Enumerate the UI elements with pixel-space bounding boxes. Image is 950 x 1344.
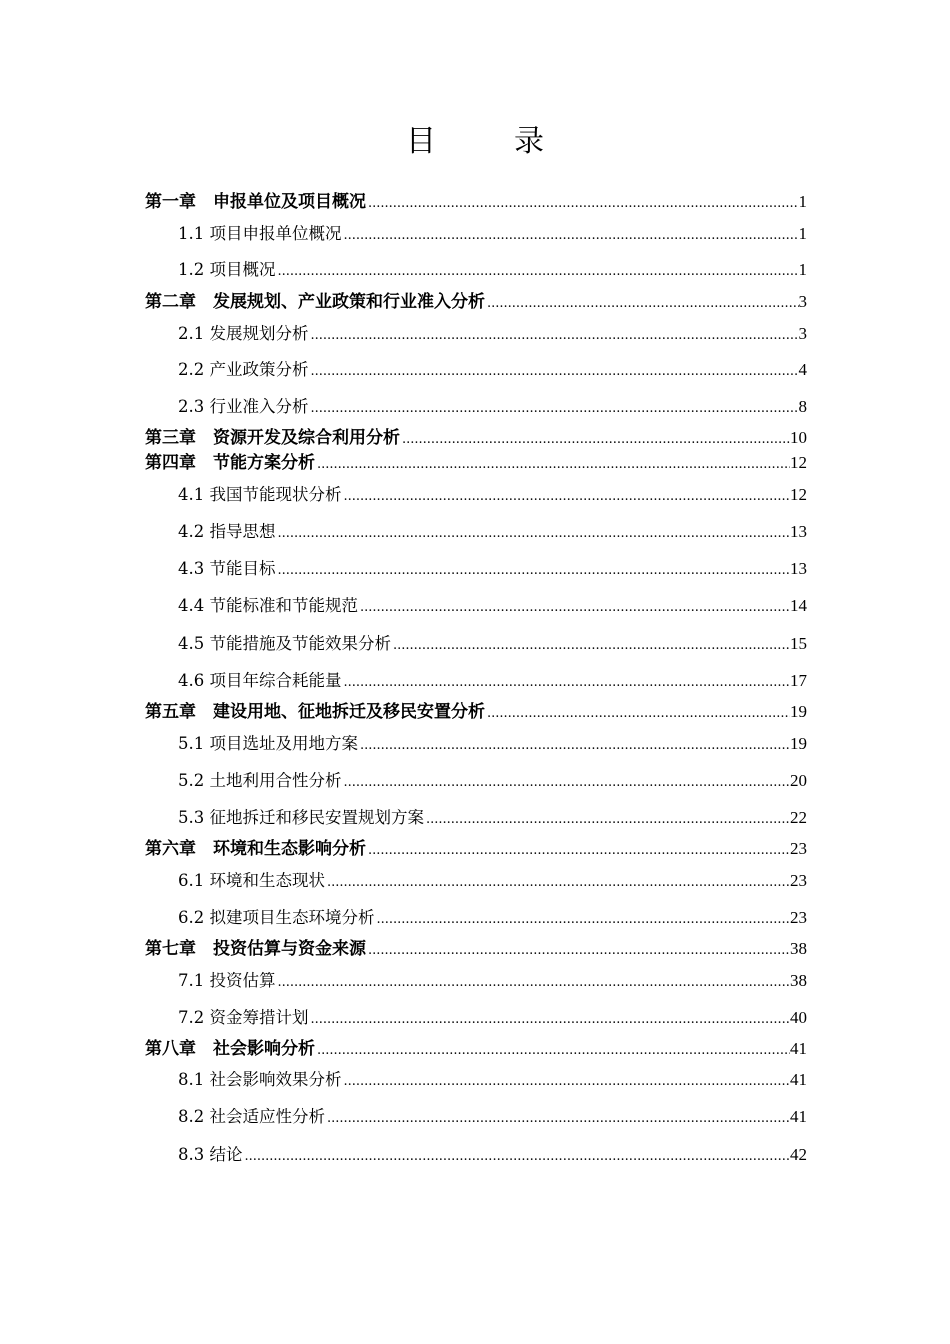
toc-entry-label: 8.3 结论: [178, 1145, 243, 1164]
toc-section-entry[interactable]: [178, 906, 807, 930]
toc-entry-label: 5.3 征地拆迁和移民安置规划方案: [178, 808, 424, 827]
dot-leader: [424, 808, 790, 832]
toc-page-number: 14: [790, 596, 807, 615]
toc-page-number: 13: [790, 559, 807, 578]
dot-leader: [309, 324, 799, 348]
toc-page-number: 41: [790, 1070, 807, 1089]
dot-leader: [485, 702, 790, 726]
toc-page-number: 22: [790, 808, 807, 827]
dot-leader: [342, 1070, 791, 1094]
dot-leader: [315, 453, 790, 477]
toc-page-number: 13: [790, 522, 807, 541]
toc-section-entry[interactable]: [178, 632, 807, 656]
toc-entry-label: 4.3 节能目标: [178, 559, 276, 578]
dot-leader: [276, 559, 791, 583]
toc-section-entry[interactable]: [178, 1105, 807, 1129]
dot-leader: [309, 397, 799, 421]
toc-entry-label: 第二章 发展规划、产业政策和行业准入分析: [145, 292, 485, 312]
toc-entry-label: 第八章 社会影响分析: [145, 1039, 315, 1059]
toc-chapter-entry[interactable]: [145, 700, 807, 724]
toc-page-number: 3: [798, 292, 807, 311]
dot-leader: [485, 292, 799, 316]
toc-page-number: 1: [798, 260, 807, 279]
toc-entry-label: 第一章 申报单位及项目概况: [145, 192, 366, 212]
dot-leader: [315, 1039, 790, 1063]
dot-leader: [366, 839, 790, 863]
toc-section-entry[interactable]: [178, 594, 807, 618]
toc-page-number: 3: [798, 324, 807, 343]
toc-chapter-entry[interactable]: [145, 290, 807, 314]
dot-leader: [325, 1107, 790, 1131]
toc-section-entry[interactable]: [178, 222, 807, 246]
dot-leader: [309, 1008, 791, 1032]
toc-section-entry[interactable]: [178, 1068, 807, 1092]
toc-entry-label: 5.1 项目选址及用地方案: [178, 734, 358, 753]
toc-page-number: 15: [790, 634, 807, 653]
toc-section-entry[interactable]: [178, 483, 807, 507]
toc-section-entry[interactable]: [178, 1006, 807, 1030]
toc-entry-label: 第五章 建设用地、征地拆迁及移民安置分析: [145, 702, 485, 722]
toc-section-entry[interactable]: [178, 669, 807, 693]
toc-chapter-entry[interactable]: [145, 1037, 807, 1061]
toc-page-number: 23: [790, 908, 807, 927]
toc-entry-label: 1.1 项目申报单位概况: [178, 224, 342, 243]
toc-chapter-entry[interactable]: [145, 190, 807, 214]
toc-section-entry[interactable]: [178, 358, 807, 382]
toc-page-number: 1: [798, 224, 807, 243]
toc-entry-label: 4.6 项目年综合耗能量: [178, 671, 342, 690]
dot-leader: [342, 224, 799, 248]
toc-page-number: 23: [790, 871, 807, 890]
toc-entry-label: 第四章 节能方案分析: [145, 453, 315, 473]
dot-leader: [342, 771, 791, 795]
toc-entry-label: 2.1 发展规划分析: [178, 324, 309, 343]
toc-entry-label: 2.3 行业准入分析: [178, 397, 309, 416]
toc-page-number: 23: [790, 839, 807, 858]
toc-entry-label: 7.1 投资估算: [178, 971, 276, 990]
dot-leader: [400, 428, 790, 452]
toc-entry-label: 2.2 产业政策分析: [178, 360, 309, 379]
toc-page-number: 41: [790, 1039, 807, 1058]
dot-leader: [276, 971, 791, 995]
toc-page-number: 12: [790, 453, 807, 472]
toc-page-number: 1: [798, 192, 807, 211]
toc-entry-label: 7.2 资金筹措计划: [178, 1008, 309, 1027]
toc-page-number: 38: [790, 939, 807, 958]
toc-section-entry[interactable]: [178, 520, 807, 544]
dot-leader: [342, 671, 791, 695]
page-title: 目 录: [406, 124, 568, 159]
toc-entry-label: 4.2 指导思想: [178, 522, 276, 541]
dot-leader: [391, 634, 790, 658]
toc-section-entry[interactable]: [178, 557, 807, 581]
toc-page-number: 8: [798, 397, 807, 416]
toc-section-entry[interactable]: [178, 732, 807, 756]
dot-leader: [366, 939, 790, 963]
toc-page-number: 42: [790, 1145, 807, 1164]
toc-section-entry[interactable]: [178, 395, 807, 419]
toc-entry-label: 8.1 社会影响效果分析: [178, 1070, 342, 1089]
toc-entry-label: 4.4 节能标准和节能规范: [178, 596, 358, 615]
toc-page-number: 19: [790, 702, 807, 721]
toc-chapter-entry[interactable]: [145, 937, 807, 961]
toc-page-number: 17: [790, 671, 807, 690]
toc-entry-label: 4.1 我国节能现状分析: [178, 485, 342, 504]
toc-entry-label: 第六章 环境和生态影响分析: [145, 839, 366, 859]
toc-entry-label: 6.1 环境和生态现状: [178, 871, 325, 890]
toc-page-number: 41: [790, 1107, 807, 1126]
toc-section-entry[interactable]: [178, 258, 807, 282]
toc-section-entry[interactable]: [178, 969, 807, 993]
toc-page-number: 10: [790, 428, 807, 447]
toc-entry-label: 1.2 项目概况: [178, 260, 276, 279]
dot-leader: [358, 734, 790, 758]
toc-entry-label: 第三章 资源开发及综合利用分析: [145, 428, 400, 448]
toc-section-entry[interactable]: [178, 769, 807, 793]
toc-entry-label: 6.2 拟建项目生态环境分析: [178, 908, 375, 927]
dot-leader: [309, 360, 799, 384]
toc-page-number: 40: [790, 1008, 807, 1027]
toc-section-entry[interactable]: [178, 322, 807, 346]
dot-leader: [358, 596, 790, 620]
toc-entry-label: 第七章 投资估算与资金来源: [145, 939, 366, 959]
dot-leader: [276, 522, 791, 546]
toc-entry-label: 8.2 社会适应性分析: [178, 1107, 325, 1126]
toc-page-number: 4: [798, 360, 807, 379]
toc-page-number: 19: [790, 734, 807, 753]
toc-page-number: 20: [790, 771, 807, 790]
toc-section-entry[interactable]: [178, 806, 807, 830]
dot-leader: [342, 485, 791, 509]
toc-chapter-entry[interactable]: [145, 426, 807, 450]
toc-chapter-entry[interactable]: [145, 837, 807, 861]
dot-leader: [325, 871, 790, 895]
dot-leader: [366, 192, 799, 216]
toc-entry-label: 5.2 土地利用合性分析: [178, 771, 342, 790]
toc-page-number: 12: [790, 485, 807, 504]
toc-entry-label: 4.5 节能措施及节能效果分析: [178, 634, 391, 653]
toc-chapter-entry[interactable]: [145, 451, 807, 475]
dot-leader: [276, 260, 799, 284]
toc-page-number: 38: [790, 971, 807, 990]
toc-section-entry[interactable]: [178, 869, 807, 893]
dot-leader: [243, 1145, 791, 1169]
toc-section-entry[interactable]: [178, 1143, 807, 1167]
dot-leader: [375, 908, 791, 932]
